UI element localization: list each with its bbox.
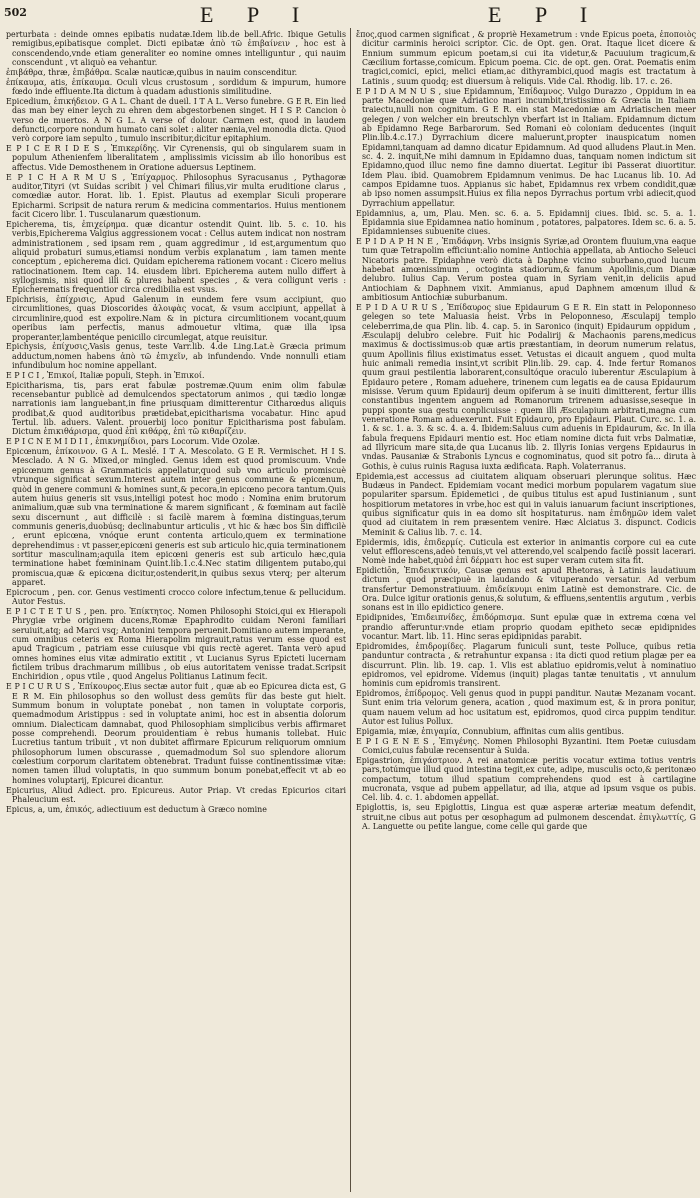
entry: Epicitharisma, tis, pars erat fabulæ postremæ.Quum enim olim fabulæ recensebantur publicè ad demulcendos spectatorum animos , qui tædio longæ narrationis iam languebant,in fine priusquam dimitterentur Citharœdus aliquis prodibat,& quod auditoribus prætidebat,epicitharisma vocabatur. Hinc apud Tertul. lib. aduers. Valent. prouerbij loco ponitur Epicitharisma post fabulam. Dictum ἐπικιθάρισμα, quod ἐπὶ κιθάρᾳ, ἐπὶ τῶ κιθαρίζειν. [6,380,346,437]
entry: E P I G E N E S , Ἐπιγένης. Nomen Philosophi Byzantini. Item Poetæ cuiusdam Comici,cuius fabulæ recensentur à Suida. [356,736,696,756]
entry: Epigamia, miæ, ἐπιγαμία, Connubium, affinitas cum aliis gentibus. [356,726,624,736]
page-number: 502 [4,6,27,19]
entry: Epidipnides, Ἐπιδειπνίδες, ἐπιδόρπισμα. Sunt epulæ quæ in extrema cœna vel prandio afferuntur:vnde etiam proprio quodam epitheto secæ epidipnides vocantur. Mart. lib. 11. Hinc seras epidipnidas parabit. [356,613,696,641]
entry: Epicurius, Aliud Adiect. pro. Epicureus. Autor Priap. Vt credas Epicurios citari Phaleucium est. [6,785,346,804]
column-divider [350,28,351,1192]
entry: E P I D A U R U S , Ἐπίδαυρος siue Epidaurum G E R. Ein statt in Peloponneso gelegen so tete Maluasia heist. Vrbs in Peloponneso, Æsculapij templo celeberrima,de qua Plin. lib. 4. cap. 5. in Saronico (inquit) Epidaurum oppidum , Æsculapij delubro celebre. Fuit hic Podalirij & Machaonis parens,medicus maximus & doctissimus:ob quæ artis præstantiam, in deorum numerum relatus, quum Apollinis filius existimatus esset. Vetustas ei dicauit anguem , quod multa huic animali remedia insint,vt scribit Plin.lib. 29. cap. 4. Inde fertur Romanos quum graui pestilentia laborarent,consultóque oraculo iuberentur Æsculapium à Epidauro petere , Romam aduehere, trinenem cum legatis ea de causa Epidaurum misisse. Verum quum Epidaurij deum opiferum à se inuiti dimitterent, fertur illis constantibus ingentem anguem ad Romanorum trirenem aduasisse,seseque in puppi sponte sua gestu conplicuisse : quem illi Æsculapium arbitrati,magna cum veneratione Romam aduexerunt. Fuit Epidauro, pro Epidauri. Plaut. Curc. sc. 1. a. 1. & sc. 1. a. 3. & sc. 4. a. 4. Ibidem:Saluus cum aduenis in Epidaurum, &c. In illa fabula frequens Epidauri mentio est. Hoc etiam nomine dicta fuit vrbs Dalmatiæ, ad Illyricum mare sita,de qua Lucanus lib. 2. Illyris Ionias vergens Epidaurus in vndas. Pausaniæ & Strabonis Lyncus e cognominatus, quod sit potro fa... diruta à Gothis, è cuius ruinis Ragusa iuxta ædificata. Raph. Volaterranus. [356,302,696,471]
entry: Epidromos, ἐπίδρομος. Veli genus quod in puppi panditur. Nautæ Mezanam vocant. Sunt enim tria velorum genera, acation , quod maximum est, & in prora ponitur, quam nauem velum ad hoc usitatum est, epidromos, quod circa puppim tenditur. Autor est Iulius Pollux. [356,689,696,727]
entry: Epichysis, ἐπίχυσις,Vasis genus, teste Varr.lib. 4.de Ling.Lat.è Græcia primum adductum,nomen habens ἀπὸ τῶ ἐπιχεῖν, ab infundendo. Vnde nonnulli etiam infundibulum hoc nomine appellant. [6,342,346,371]
entry: Epicedium, ἐπικήδειον. G A L. Chant de dueil. I T A L. Verso funebre. G E R. Ein lied das man bey einer leych zu ehren dem abgestorbenen singet. H I S P. Cancion ò verso de muertos. A N G L. A verse of dolour. Carmen est, quod in laudem defuncti,corpore nondum humato cani solet : aliter nænia,vel monodia dicta. Quod verò corpore iam sepulto , tumulo inscribitur,dicitur epitaphium. [6,96,346,144]
entry: Epidemia,est accessus ad ciuitatem aliquam obseruari plerunque solitus. Hæc Budæus in Pandect. Epidemiam vocant medici morbum popularem vagatum siue populariter sparsum. Epidemetici , de quibus titulus est apud Iustinianum , sunt hospitiorum metatores in vrbe,hoc est qui in valuis ianuarum faciunt inscriptiones, quibus significatur quis in ea domo sit hospitaturus. nam ἐπιδημῶν idem valet quod ad ciuitatem in rem præsentem venire. Hæc Alciatus 3. dispunct. Codicis Meminit & Calius lib. 7. c. 14. [356,471,696,537]
entry: Epiglottis, is, seu Epiglottis, Lingua est quæ asperæ arteriæ meatum defendit, struit,ne cibus aut potus per œsophagum ad pulmonem descendat. ἐπιγλωττίς, G A. Languette ou petite langue, come celle qui garde que [356,803,696,831]
entry: Epichrisis, ἐπίχρισις, Apud Galenum in eundem fere vsum accipiunt, quo circumlitiones, quas Dioscorides ἀλοιφὰς vocat, & vsum accipiunt, appellat à circumlinire,quod est expolire.Nam & in pictura circumlitionem vocant,quum operibus iam perfectis, manus admouetur vltima, quæ illa ipsa properanter,lambentéque penicillo circumlegat, atque reuisitur. [6,295,346,342]
entry: ἔπος,quod carmen significat , & propriè Hexametrum : vnde Epicus poeta, ἐποποιὸς dicitur carminis heroici scriptor. Cic. de Opt. gen. Orat. Itaque licet dicere & Ennium summum epicum poetam,si cui ita videtur,& Pacuuium tragicum,& Cæcilium fortasse,comicum. Epicum poema. Cic. de opt. gen. Orat. Poematis enim tragici,comici, epici, melici etiam,ac dithyrambici,quod magis est tractatum à Latinis , suum quodq; est diuersum à reliquis. Vide Cal. Rhodig. lib. 17. c. 26. [356,30,696,86]
entry: E P I C I , Ἐπικοί, Italiæ populi, Steph. in Ἐπικοί. [6,370,205,380]
entry: ἐπίκαυμα, atis, ἐπίκαυμα. Oculi vlcus crustosum , sordidum & impurum, humore fœdo inde effluente.Ita dictum à quadam adustionis similitudine. [6,77,346,97]
entry: Epigastrion, ἐπιγάστριον. A rei anatomicæ peritis vocatur extima totius ventris pars,totúmque illud quod intestina tegit,ex cute, adipe, musculis octo,& peritonæo compactum, totum illud spatium comprehendens quod est à cartilagine mucronata, vsque ad pubem appellatur, ad ilia, atque ad ipsum vsque os pubis. Cel. lib. 4. c. 1. abdomen appellat. [356,755,696,803]
entry: E P I C E R I D E S , Ἐπικερίδης. Vir Cyrenensis, qui ob singularem suam in populum Athenienfem liberalitatem , amplissimis vicissim ab illo honoribus est affectus. Vide Demosthenem in Oratione aduersus Leptinem. [6,144,346,172]
entry: Epidictiōn, Ἐπιδεικτικόν, Causæ genus est apud Rhetoras, à Latinis laudatiuum dictum , quod præcipuè in laudando & vituperando versatur. Ad verbum transfertur Demonstratiuum. ἐπιδείκνυμι enim Latinè est demonstrare. Cic. de Ora. Dulce igitur orationis genus,& solutum, & effluens,sententiis argutum , verbis sonans est in illo epidictico genere. [356,566,696,613]
right-column [356,30,696,1194]
entry: Epidamnius, a, um, Plau. Men. sc. 6. a. 5. Epidamnij ciues. Ibid. sc. 5. a. 1. Epidamnia siue Epidamnea natio hominum , potatores, palpatores. Idem sc. 6. a. 5. Epidamnienses subuenite ciues. [356,208,696,237]
entry: E P I C T E T U S , pen. pro. Ἐπίκτητος. Nomen Philosophi Stoici,qui ex Hierapoli Phrygiæ vrbe originem ducens,Romæ Epaphrodito cuidam Neroni familiari seruiuit,atq; ad Marci vsq; Antonini tempora peruenit.Domitiano autem imperante, cum omnibus ceteris ex Roma Hierapolim migrauit,ratus verum esse quod est apud Tragicum , patriam esse cuiusque vbi quis rectè ageret. Tanta verò apud omnes homines eius vitæ admiratio extitit , vt Lucianus Syrus Epicteti lucernam fictilem tribus drachmarum millibus , ob eius autoritatem venisse tradat.Scripsit Enchiridion , opus vtile , quod Angelus Politianus Latinum fecit. [6,606,346,682]
entry: Epicus, a, um, ἐπικός, adiectiuum est deductum à Græco nomine [6,804,267,814]
left-column [6,30,346,1194]
entry: E P I C U R U S , Ἐπίκουρος.Eius sectæ autor fuit , quæ ab eo Epicurea dicta est, G E R M. Ein philosophus so den wollust dess gemüts für das beste gut hielt. Summum bonum in voluptate ponebat , non tamen in voluptate corporis, quemadmodum Aristippus : sed in voluptate animi, hoc est in absentia dolorum omnium. Dialecticam damnabat, quod Philosophiam simplicibus verbis affirmaret posse comprehendi. Deorum prouidentiam è rebus humanis tollebat. Huic Lucretius tantum tribuit , vt non dubitet affirmare Epicurum reliquorum omnium philosophorum lumen obscurasse , quemadmodum Sol suo splendore aliorum cœlestium corporum claritatem obtenebrat. Tradunt fuisse continentissimæ vitæ: nomen tamen illud voluptatis, in quo summum bonum ponebat,effecit vt ab eo homines voluptarij, Epicurei dicantur. [6,682,346,785]
entry: E P I D A M N U S , siue Epidamnum, Ἐπίδαμνος. Vulgo Durazzo , Oppidum in ea parte Macedoniæ quæ Adriatico mari incumbit,tristissimo & Græcia in Italiam traiectu,nulli non cognitum. G E R. ein stat Macedoniæ am Adriatischen meer gelegen / von welcher ein breutschlyn vberfart ist in Italiam. Epidamnum dictum ab Epidamno Rege Barbarorum. Sed Romani eò coloniam deducentes (inquit Plin.lib.4.c.17.) Dyrrachium dicere maluerunt,propter inauspicatum nomen Epidamni,tanquam ad damno dicatur Epidamnum. Ad quod alludens Plaut.in Men. sc. 4. 2. inquit,Ne mihi damnum in Epidamno duas, tanquam nomen indictum sit Epidamno,quod illuc nemo fine damno diuertat. Legitur ibi Passerat diuortitur. Idem Plau. ibid. Quamobrem Epidamnum venimus. De hac Lucanus lib. 10. Ad campos Epidamne tuos. Appianus sic habet, Epidamnus rex vrbem condidit,quæ ab ipso nomen assumpsit.Huius ex filia nepos Dyrrachus portum vrbi adiecit,quod Dyrrachium appellatur. [356,86,696,208]
entry: E P I D A P H N E , Ἐπιδάφνη. Vrbs insignis Syriæ,ad Orontem fluuium,vna eaque tum quæ Tetrapolim efficiunt:alio nomine Antiochia appellata, ab Antiocho Seleuci Nicatoris patre. Epidaphne verò dicta à Daphne vicino suburbano,quod lucum habebat amœnissimum , octoginta stadiorum,& fanum Apollinis,cum Dianæ delubro. Iulius Cap. Verum postea quam in Syriam venit,in deliciis apud Antiochiam & Daphnem vixit. Ammianus, apud Daphnem amœnum illud & ambitiosum Antiochiæ suburbanum. [356,237,696,303]
entry: ἐπιβάθρα, thræ, ἐπιβάθρα. Scalæ nauticæ,quibus in nauim conscenditur. [6,67,298,77]
entry: Epidromides, ἐπιδρομίδες. Plagarum funiculi sunt, teste Polluce, quibus retia panduntur contracta , & retrahuntur expansa : ita dicti quod retium plagæ per ea discurrunt. Plin. lib. 19. cap. 1. Vlis est ablatiuo epidromis,velut à nominatiuo epidromos, vel epidrome. Videmus (inquit) plagas tantæ tenuitatis , vt annulum hominis cum epidromis transirent. [356,641,696,689]
running-head-right: E P I [488,2,602,27]
entry: Epicherema, tis, ἐπιχείρημα. quæ dicantur ostendit Quint. lib. 5. c. 10. his verbis,Epicherema Valgius aggressionem vocat : Cellus autem indicat non nostram administrationem , sed ipsam rem , quam aggredimur , id est,argumentum quo aliquid probaturi sumus,etiamsi nondum verbis explanatum , iam tamen mente conceptum , epicherema dici. Quidam epicherema rationem vocant : Cicero melius ratiocinationem. Item cap. 14. eiusdem libri. Epicherema autem nullo differt à syllogismis, nisi quod illi & plures habent species , & vera colligunt veris : Epicherematis frequentior circa credibilia est vsus. [6,219,346,295]
entry: Epidermis, idis, ἐπιδερμίς. Cuticula est exterior in animantis corpore cui ea cute velut efflorescens,adeò tenuis,vt vel atterendo,vel scalpendo facilè possit lacerari. Nomè inde habet,quòd ἐπὶ δέρματι hoc est super veram cutem sita fit. [356,537,696,566]
entry: E P I C N E M I D I I , ἐπικνημίδιοι, pars Locorum. Vide Ozolæ. [6,437,260,447]
entry: Epicœnum, ἐπίκοινον. G A L. Meslé. I T A. Mescolato. G E R. Vermischet. H I S. Mesclado. A N G. Mixed,or mingled. Genus idem est quod promiscuum. Vnde epicœnum genus à Grammaticis appellatur,quod sub vno articulo promiscuè vtrunque significat sexum.Interest autem inter genus commune & epicœnum, quòd in genere communi & homines sunt,& pecora,in epicœno pecora tantum.Quis autem huius generis sit vsus,intelligi potest hoc modo : Nomina enim brutorum animalium,quæ sub vna terminatione & marem significant , & fœminam aut facilè sexu discernunt , aut difficilè : si facilè marem à fœmina distinguas,terum communis generis,duobúsq; declinabuntur articulis , vt hic & hæc bos Sin difficilè , erunt epicœna, vnóque erunt contenta articulo,quem ex terminatione deprehendimus : vt passer,epicœni generis est sub articulo hic,quia terminationem sortitur masculinam;aquila item epicœni generis est sub articulo hæc,quia terminatione habet fœmininam Quint.lib.1.c.4.Nec statim diligentem putabo,qui promiscua,quæ & epicœna dicitur,ostenderit,in quibus sexus vterq; per alterum apparet. [6,447,346,587]
entry: perturbata : deinde omnes epibatis nudatæ.Idem lib.de bell.Afric. Ibique Getulis remigibus,epibatisque complet. Dicti epibatæ ἀπὸ τῶ ἐπιβαίνειν , hoc est à conscendendo,vnde etiam generaliter eo nomine omnes intelliguntur , qui nauim conscendunt , vt aliquò ea vehantur. [6,30,346,68]
entry: E P I C H A R M U S , Ἐπίχαρμος. Philosophus Syracusanus , Pythagoræ auditor,Tityri (vt Suidas scribit ) vel Chimari filius,vir multa eruditione clarus , comœdiæ autor. Horat. lib. 1. Epist. Plautus ad exemplar Siculi properare Epicharmi. Scripsit de natura rerum & medicina commentarios. Huius mentionem facit Cicero libr. 1. Tusculanarum quæstionum. [6,172,346,220]
entry: Epicrocum , pen. cor. Genus vestimenti crocco colore infectum,tenue & pellucidum. Autor Festus. [6,587,346,607]
running-head-left: E P I [200,2,314,27]
